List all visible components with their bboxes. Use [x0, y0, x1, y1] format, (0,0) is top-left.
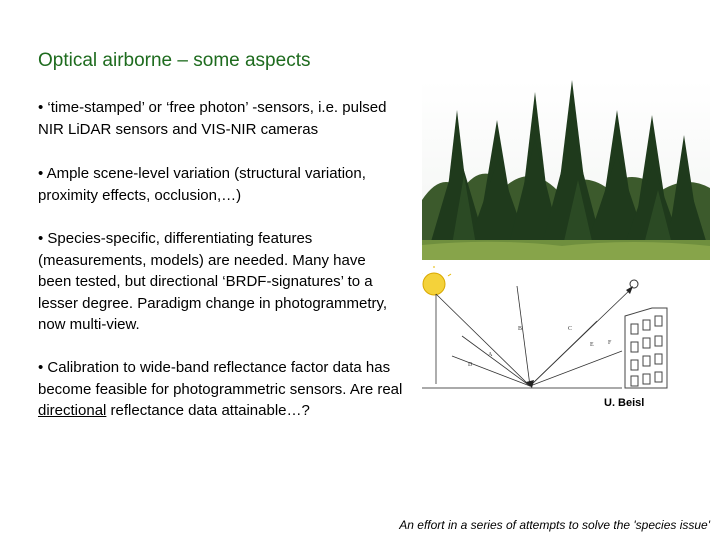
slide-footer: An effort in a series of attempts to solve the 'species issue'	[399, 518, 710, 532]
bullet-sensors: • ‘time-stamped’ or ‘free photon’ -sensors, i.e. pulsed NIR LiDAR sensors and VIS-NIR cameras	[38, 99, 387, 138]
diagram-label-d: D	[468, 362, 473, 368]
brdf-diagram	[422, 266, 710, 406]
diagram-label-f: F	[608, 340, 612, 346]
image-credit: U. Beisl	[604, 397, 645, 409]
bullet-calibration	[38, 357, 403, 422]
bullet-calibration-before: • Calibration to wide-band reflectance factor data has become feasible for photogrammetric sensors. Are real	[38, 359, 403, 398]
diagram-label-b: B	[518, 326, 523, 332]
forest-photo	[422, 80, 710, 260]
diagram-label-c: C	[568, 326, 573, 332]
bullet-species-features: • Species-specific, differentiating features (measurements, models) are needed. Many have been tested, but directional ‘BRDF-signatures’ to a lesser degree. Paradigm change in photogrammetry, now multi-view.	[38, 230, 388, 333]
slide-title: Optical airborne – some aspects	[38, 50, 311, 71]
diagram-label-a: A	[488, 352, 493, 358]
diagram-label-e: E	[590, 342, 594, 348]
sensor-icon	[630, 280, 638, 288]
bullet-scene-variation: • Ample scene-level variation (structural variation, proximity effects, occlusion,…)	[38, 165, 366, 204]
building-icon	[625, 308, 667, 388]
bullet-calibration-underlined: directional	[38, 402, 107, 419]
sun-icon	[423, 273, 445, 295]
bullet-calibration-after: reflectance data attainable…?	[106, 402, 310, 419]
